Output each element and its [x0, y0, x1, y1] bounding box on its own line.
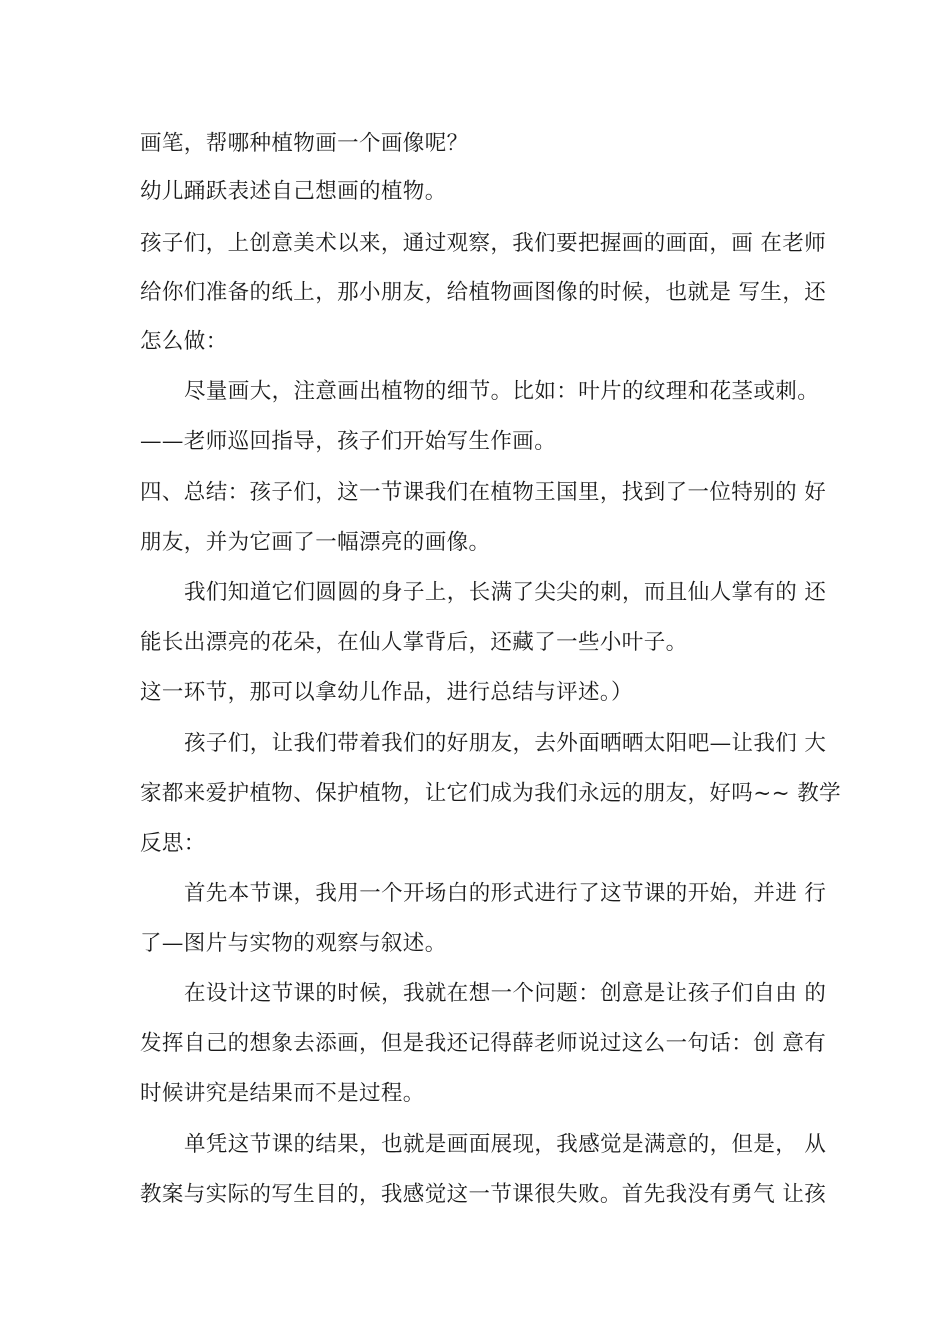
text-line: 孩子们，上创意美术以来，通过观察，我们要把握画的画面，画 在老师 [140, 231, 827, 256]
text-line: 这一环节，那可以拿幼儿作品，进行总结与评述。） [140, 680, 633, 705]
text-line: 孩子们，让我们带着我们的好朋友，去外面晒晒太阳吧—让我们 大 [184, 731, 827, 756]
text-line: 我们知道它们圆圆的身子上，长满了尖尖的刺，而且仙人掌有的 还 [184, 580, 827, 605]
text-line: 了—图片与实物的观察与叙述。 [140, 931, 447, 956]
text-line: 家都来爱护植物、保护植物，让它们成为我们永远的朋友，好吗~~ 教学 [140, 781, 842, 806]
text-line: 在设计这节课的时候，我就在想一个问题：创意是让孩子们自由 的 [184, 981, 827, 1006]
text-line: 首先本节课，我用一个开场白的形式进行了这节课的开始，并进 行 [184, 881, 827, 906]
text-line: 四、总结：孩子们，这一节课我们在植物王国里，找到了一位特别的 好 [140, 480, 827, 505]
text-line: 幼儿踊跃表述自己想画的植物。 [140, 179, 447, 204]
text-line: 反思： [140, 831, 206, 856]
text-line: 单凭这节课的结果，也就是画面展现，我感觉是满意的，但是， 从 [184, 1132, 827, 1157]
text-line: 给你们准备的纸上，那小朋友，给植物画图像的时候，也就是 写生，还 [140, 280, 827, 305]
text-line: ——老师巡回指导，孩子们开始写生作画。 [140, 429, 557, 454]
text-line: 尽量画大，注意画出植物的细节。比如：叶片的纹理和花茎或刺。 [184, 379, 820, 404]
text-line: 教案与实际的写生目的，我感觉这一节课很失败。首先我没有勇气 让孩 [140, 1182, 827, 1207]
text-line: 时候讲究是结果而不是过程。 [140, 1081, 425, 1106]
text-line: 能长出漂亮的花朵，在仙人掌背后，还藏了一些小叶子。 [140, 630, 688, 655]
text-line: 发挥自己的想象去添画，但是我还记得薛老师说过这么一句话：创 意有 [140, 1031, 827, 1056]
text-line: 画笔，帮哪种植物画一个画像呢？ [140, 131, 469, 156]
text-line: 怎么做： [140, 329, 228, 354]
text-line: 朋友，并为它画了一幅漂亮的画像。 [140, 530, 491, 555]
